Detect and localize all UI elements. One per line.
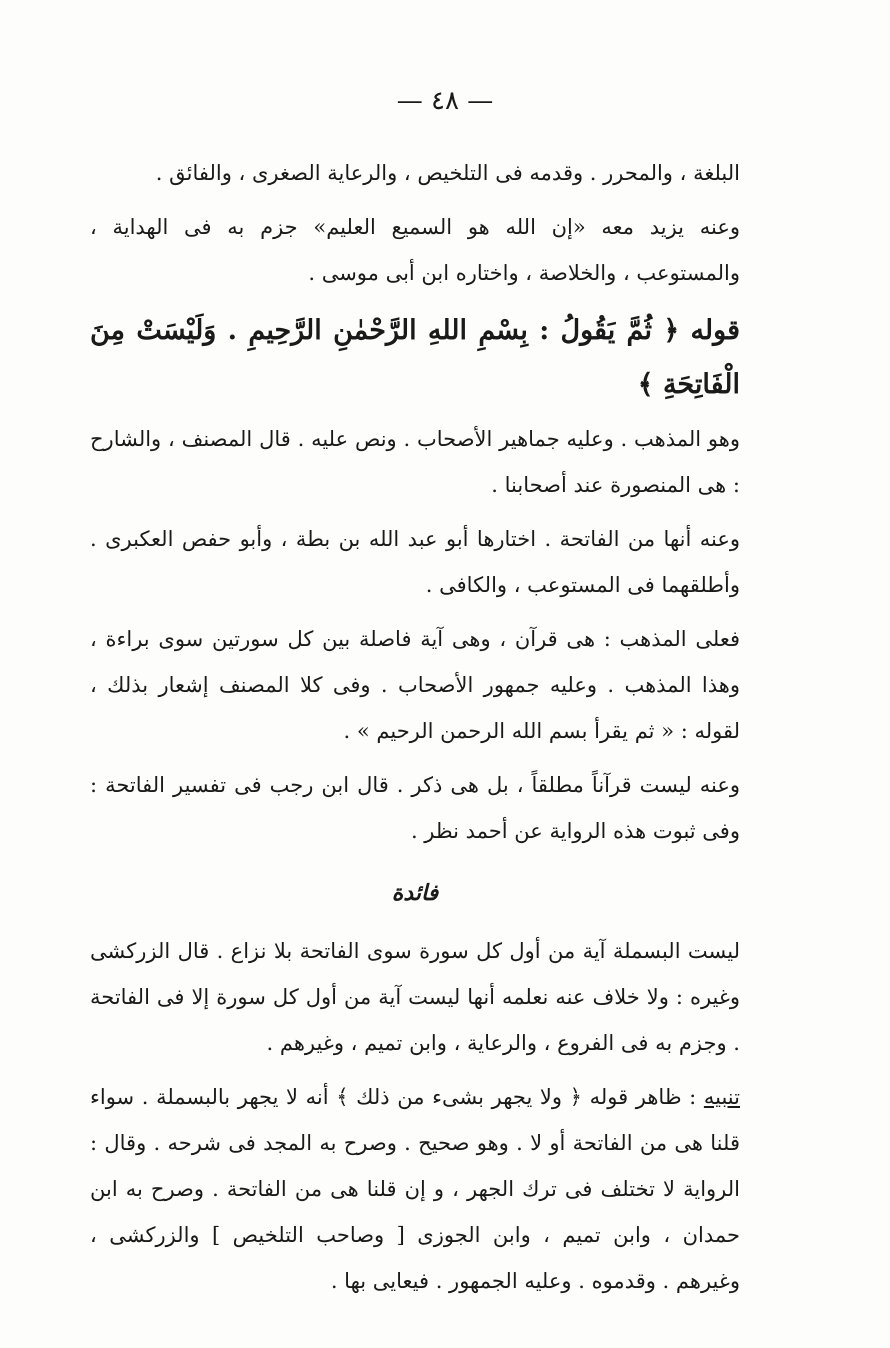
quran-verse: قوله ﴿ ثُمَّ يَقُولُ : بِسْمِ اللهِ الرَّحْمٰنِ الرَّحِيمِ . وَلَيْسَتْ مِنَ الْفَاتِحَةِ ﴾ (90, 315, 740, 400)
paragraph-4: وعنه أنها من الفاتحة . اختارها أبو عبد الله بن بطة ، وأبو حفص العكبرى . وأطلقهما فى المستوعب ، والكافى . (90, 527, 740, 597)
section-heading: فائدة (391, 880, 439, 906)
tanbih-label: تنبيه (703, 1085, 740, 1109)
paragraph-2: وعنه يزيد معه «إن الله هو السميع العليم» جزم به فى الهداية ، والمستوعب ، والخلاصة ، واختاره ابن أبى موسى . (90, 215, 740, 285)
paragraph-7: ليست البسملة آية من أول كل سورة سوى الفاتحة بلا نزاع . قال الزركشى وغيره : ولا خلاف عنه نعلمه أنها ليست آية من أول كل سورة إلا فى الفاتحة . وجزم به فى الفروع ، والرعاية ، وابن تميم ، وغيرهم . (90, 939, 740, 1055)
paragraph-5: فعلى المذهب : هى قرآن ، وهى آية فاصلة بين كل سورتين سوى براءة ، وهذا المذهب . وعليه جمهور الأصحاب . وفى كلا المصنف إشعار بذلك ، لقوله : « ثم يقرأ بسم الله الرحمن الرحيم » . (90, 627, 740, 743)
page-body (90, 150, 740, 1312)
paragraph-1: البلغة ، والمحرر . وقدمه فى التلخيص ، والرعاية الصغرى ، والفائق . (155, 161, 740, 185)
tanbih-text: : ظاهر قوله ﴿ ولا يجهر بشىء من ذلك ﴾ أنه لا يجهر بالبسملة . سواء قلنا هى من الفاتحة أو لا . وهو صحيح . وصرح به المجد فى شرحه . وقال : الرواية لا تختلف فى ترك الجهر ، و إن قلنا هى من الفاتحة . وصرح به ابن حمدان ، وابن تميم ، وابن الجوزى [ وصاحب التلخيص ] والزركشى ، وغيرهم . وقدموه . وعليه الجمهور . فيعايى بها . (90, 1085, 740, 1293)
paragraph-6: وعنه ليست قرآناً مطلقاً ، بل هى ذكر . قال ابن رجب فى تفسير الفاتحة : وفى ثبوت هذه الرواية عن أحمد نظر . (90, 773, 740, 843)
page-number: — ٤٨ — (396, 86, 494, 116)
tanbih-paragraph (90, 1074, 740, 1304)
paragraph-3: وهو المذهب . وعليه جماهير الأصحاب . ونص عليه . قال المصنف ، والشارح : هى المنصورة عند أصحابنا . (90, 427, 740, 497)
